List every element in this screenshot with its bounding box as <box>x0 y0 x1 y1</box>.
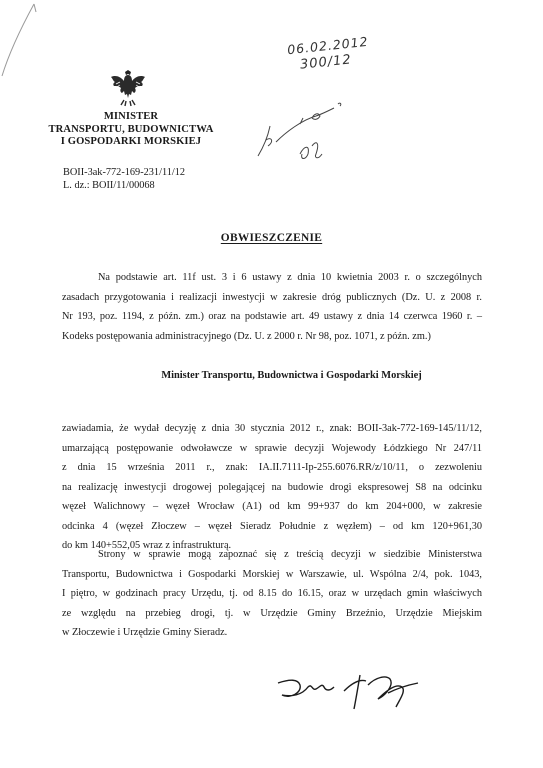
document-title <box>0 232 543 244</box>
ministry-line: TRANSPORTU, BUDOWNICTWA <box>48 123 214 135</box>
handwritten-annotation-signature <box>256 96 356 176</box>
paragraph-access <box>62 545 482 643</box>
text-line: z dnia 15 września 2011 r., znak: IA.II.7111-Ip-255.6076.RR/z/10/11, o zezwoleniu <box>62 462 482 473</box>
text-line: węzeł Walichnowy – węzeł Wrocław (A1) od km 99+937 do km 204+000, w zakresie <box>62 501 482 512</box>
document-title-text: OBWIESZCZENIE <box>220 232 323 244</box>
text-line: Strony w sprawie mogą zapoznać się z treścią decyzji w siedzibie Ministerstwa <box>98 549 482 560</box>
signature <box>268 665 428 715</box>
scan-corner-mark <box>0 0 60 80</box>
issuer-subheading: Minister Transportu, Budownictwa i Gospodarki Morskiej <box>161 370 422 381</box>
reference-block <box>63 167 185 192</box>
text-line: Nr 193, poz. 1194, z późn. zm.) oraz na podstawie art. 49 ustawy z dnia 14 czerwca 1960 r. – <box>62 311 482 322</box>
ministry-name <box>40 111 222 149</box>
text-line: na realizację inwestycji drogowej polegającej na budowie drogi ekspresowej S8 na odcinku <box>62 481 482 493</box>
text-line: I piętro, w godzinach pracy Urzędu, tj. od 8.15 do 16.15, oraz w urzędach gmin właściwych <box>62 588 482 599</box>
text-line: w Złoczewie i Urzędzie Gminy Sieradz. <box>62 627 228 638</box>
paragraph-decision <box>62 419 482 556</box>
document-number: L. dz.: BOII/11/00068 <box>63 179 155 191</box>
text-line: Kodeks postępowania administracyjnego (Dz. U. z 2000 r. Nr 98, poz. 1071, z późn. zm.) <box>62 330 431 342</box>
handwritten-date: 06.02.2012 <box>286 33 370 58</box>
text-line: zawiadamia, że wydał decyzję z dnia 30 stycznia 2012 r., znak: BOII-3ak-772-169-145/11/12, <box>62 423 482 434</box>
text-line: umarzającą postępowanie odwoławcze w sprawie decyzji Wojewody Łódzkiego Nr 247/11 <box>62 442 482 454</box>
handwritten-number: 300/12 <box>299 52 353 73</box>
text-line: odcinka 4 (węzeł Złoczew – węzeł Sieradz Południe z węzłem) – od km 120+961,30 <box>62 520 482 532</box>
ministry-line: I GOSPODARKI MORSKIEJ <box>60 136 202 147</box>
text-line: do km 140+552,05 wraz z infrastrukturą. <box>62 540 232 551</box>
paragraph-legal-basis <box>62 268 482 346</box>
ministry-line: MINISTER <box>103 111 159 122</box>
text-line: Na podstawie art. 11f ust. 3 i 6 ustawy z dnia 10 kwietnia 2003 r. o szczególnych <box>98 272 482 283</box>
text-line: ze względu na przebieg drogi, tj. w Urzędzie Gminy Brzeźnio, Urzędzie Miejskim <box>62 607 482 619</box>
reference-number: BOII-3ak-772-169-231/11/12 <box>63 167 186 178</box>
eagle-emblem-icon <box>110 66 146 108</box>
text-line: Transportu, Budownictwa i Gospodarki Morskiej w Warszawie, ul. Wspólna 2/4, pok. 1043, <box>62 568 482 580</box>
text-line: zasadach przygotowania i realizacji inwestycji w zakresie dróg publicznych (Dz. U. z 2008 r. <box>62 291 482 303</box>
